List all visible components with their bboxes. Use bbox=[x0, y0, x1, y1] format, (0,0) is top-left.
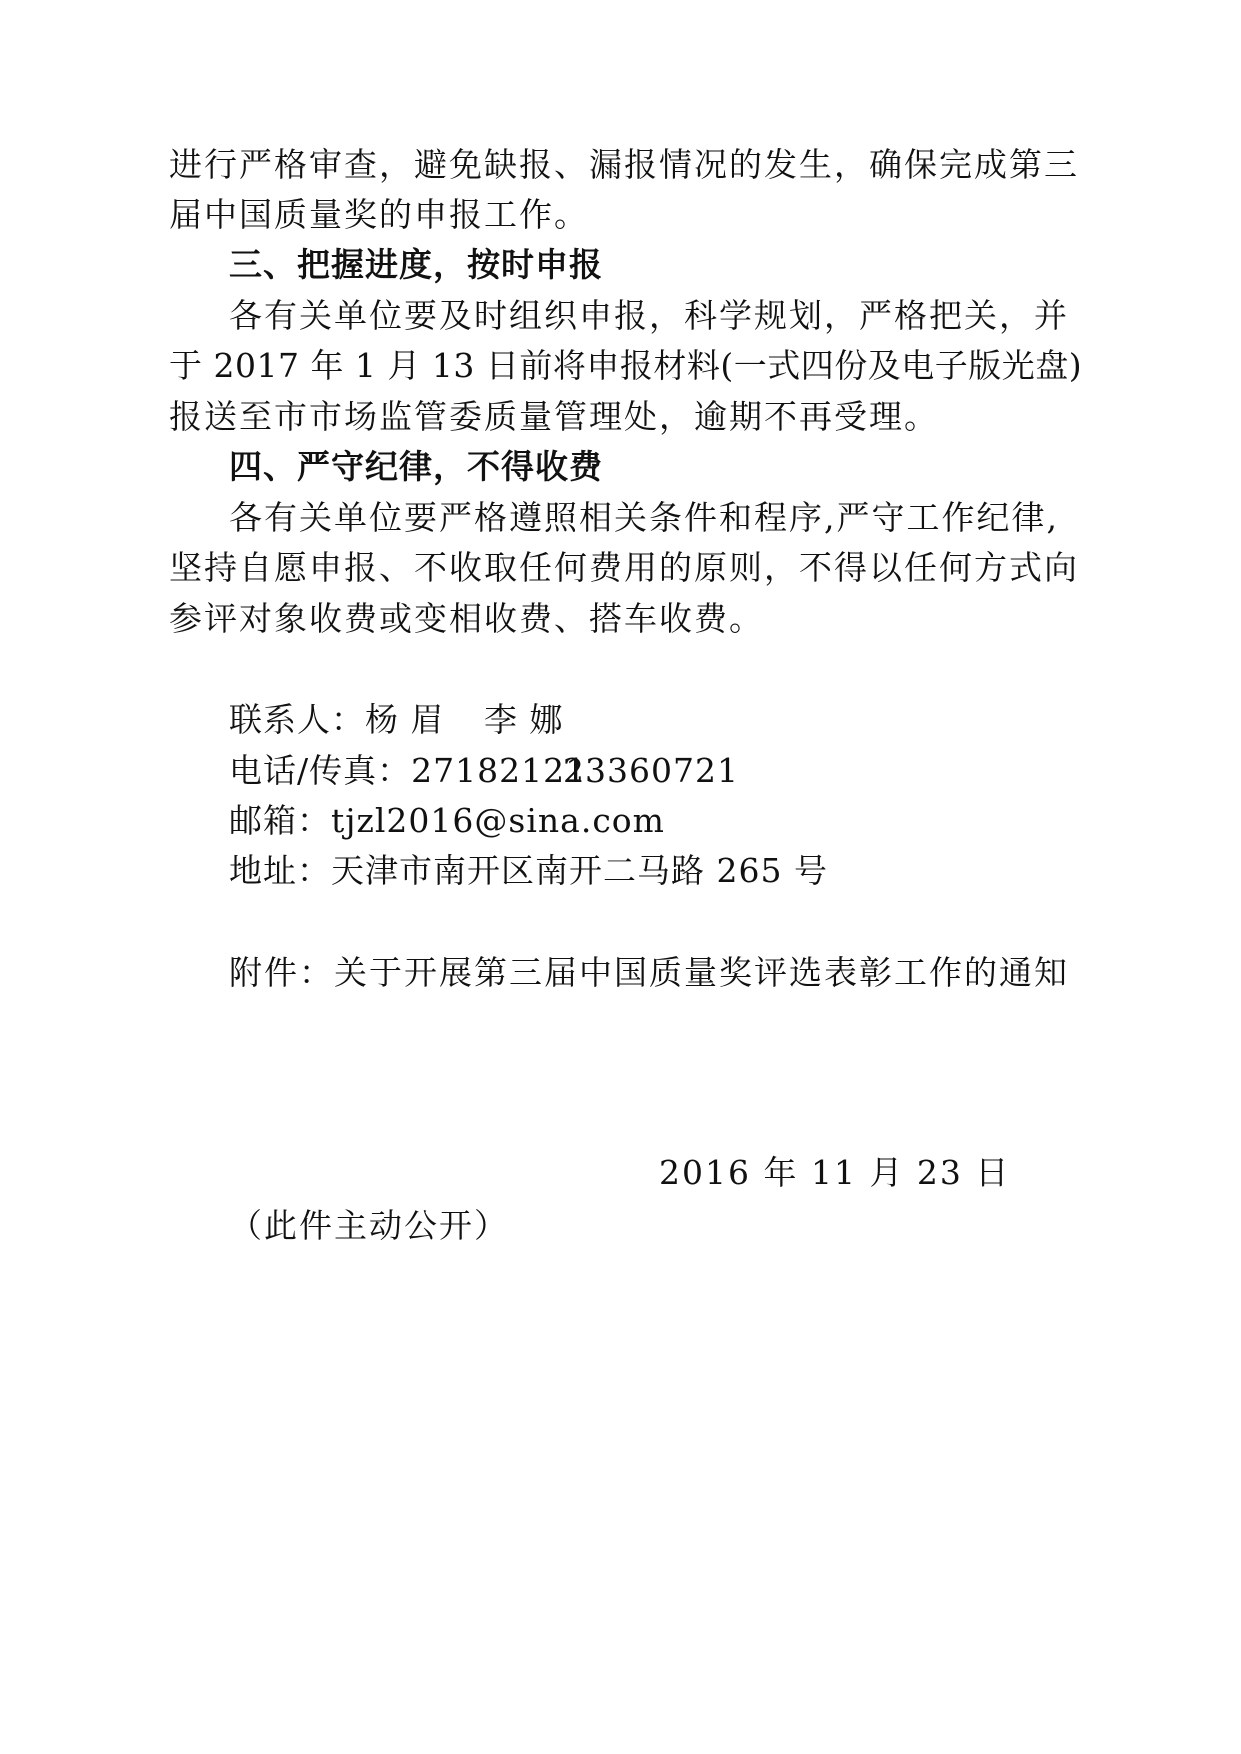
contact-person-1: 杨 眉 bbox=[365, 700, 445, 739]
document-date: 2016 年 11 月 23 日 bbox=[659, 1153, 1011, 1192]
contact-address: 天津市南开区南开二马路 265 号 bbox=[331, 851, 828, 890]
contact-email-row bbox=[229, 801, 665, 841]
contact-person-2: 李 娜 bbox=[484, 700, 564, 739]
body-text-line: 坚持自愿申报、不收取任何费用的原则，不得以任何方式向 bbox=[169, 548, 1079, 587]
contact-address-row bbox=[229, 851, 828, 891]
contact-person-label: 联系人： bbox=[229, 700, 365, 739]
disclosure-note: （此件主动公开） bbox=[229, 1206, 509, 1245]
body-text-line: 于 2017 年 1 月 13 日前将申报材料(一式四份及电子版光盘) bbox=[169, 346, 1083, 385]
section-heading-3: 三、把握进度，按时申报 bbox=[229, 245, 603, 284]
body-text-line: 届中国质量奖的申报工作。 bbox=[169, 195, 589, 234]
attachment-line: 附件：关于开展第三届中国质量奖评选表彰工作的通知 bbox=[229, 953, 1069, 992]
body-text-line: 进行严格审查，避免缺报、漏报情况的发生，确保完成第三 bbox=[169, 145, 1079, 184]
contact-phone-2: 23360721 bbox=[563, 751, 739, 790]
contact-phone-1: 27182121 bbox=[411, 751, 588, 790]
contact-email: tjzl2016@sina.com bbox=[331, 801, 665, 840]
contact-person-row bbox=[229, 700, 445, 740]
contact-phone-label: 电话/传真： bbox=[229, 751, 412, 790]
section-heading-4: 四、严守纪律，不得收费 bbox=[229, 447, 603, 486]
contact-phone-row bbox=[229, 751, 587, 791]
body-text-line: 报送至市市场监管委质量管理处，逾期不再受理。 bbox=[169, 397, 939, 436]
body-text-line: 参评对象收费或变相收费、搭车收费。 bbox=[169, 599, 764, 638]
contact-address-label: 地址： bbox=[229, 851, 331, 890]
body-text-line: 各有关单位要及时组织申报，科学规划，严格把关，并 bbox=[229, 296, 1069, 335]
contact-email-label: 邮箱： bbox=[229, 801, 331, 840]
body-text-line: 各有关单位要严格遵照相关条件和程序,严守工作纪律, bbox=[229, 498, 1059, 537]
